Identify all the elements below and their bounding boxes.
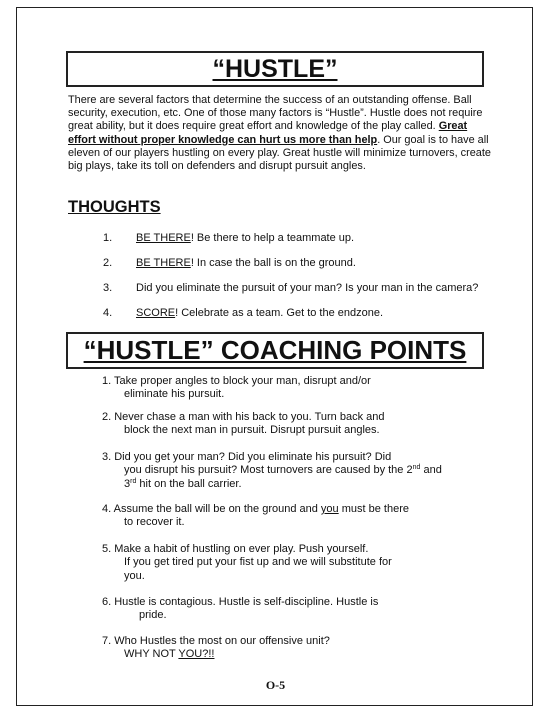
coaching-point-6 bbox=[102, 596, 492, 623]
intro-paragraph bbox=[68, 94, 498, 173]
coaching-point-line bbox=[102, 503, 492, 516]
coaching-point-line: 7. Who Hustles the most on our offensive unit? bbox=[102, 635, 330, 647]
coaching-point-emphasis: YOU?!! bbox=[178, 648, 215, 661]
coaching-point-line: 6. Hustle is contagious. Hustle is self-discipline. Hustle is bbox=[102, 596, 379, 608]
coaching-point-line: to recover it. bbox=[124, 516, 185, 529]
coaching-point-4 bbox=[102, 503, 492, 530]
coaching-point-line: pride. bbox=[139, 609, 167, 622]
thought-item bbox=[103, 257, 356, 269]
intro-text-1: There are several factors that determine the success of an outstanding offense. Ball security, execution, etc. One of those many factors is “Hustle”. Hustle does not require great ability, but it does require great effort and knowledge of the play called. bbox=[68, 94, 483, 133]
page-title: “HUSTLE” bbox=[66, 51, 484, 87]
thought-number: 1. bbox=[103, 232, 113, 244]
thought-text: ! Celebrate as a team. Get to the endzone. bbox=[175, 307, 384, 319]
superscript: rd bbox=[130, 477, 137, 485]
coaching-point-line bbox=[102, 478, 492, 491]
thought-number: 2. bbox=[103, 257, 113, 269]
coaching-point-2 bbox=[102, 411, 492, 438]
coaching-point-5 bbox=[102, 543, 492, 583]
thought-number: 4. bbox=[103, 307, 113, 319]
coaching-points-heading: “HUSTLE” COACHING POINTS bbox=[66, 332, 484, 369]
coaching-point-line: block the next man in pursuit. Disrupt pursuit angles. bbox=[124, 424, 380, 437]
coaching-point-line: If you get tired put your fist up and we will substitute for bbox=[124, 556, 392, 569]
thought-text: ! Be there to help a teammate up. bbox=[190, 232, 355, 244]
coaching-point-line: 5. Make a habit of hustling on ever play. Push yourself. bbox=[102, 543, 369, 555]
page-number: O-5 bbox=[265, 678, 286, 692]
coaching-point-text: and bbox=[420, 464, 442, 477]
thought-item bbox=[103, 282, 478, 294]
coaching-point-line: 3. Did you get your man? Did you eliminate his pursuit? Did bbox=[102, 451, 392, 463]
superscript: nd bbox=[412, 464, 421, 472]
coaching-point-1 bbox=[102, 375, 492, 402]
thought-lead: BE THERE bbox=[136, 257, 191, 269]
thought-lead: SCORE bbox=[136, 307, 176, 319]
coaching-point-line: eliminate his pursuit. bbox=[124, 388, 225, 401]
coaching-point-emphasis: you bbox=[320, 503, 339, 515]
thoughts-heading: THOUGHTS bbox=[68, 198, 161, 216]
thought-number: 3. bbox=[103, 282, 113, 294]
coaching-point-line: 1. Take proper angles to block your man, disrupt and/or bbox=[102, 375, 371, 387]
coaching-point-7 bbox=[102, 635, 492, 662]
coaching-point-line bbox=[102, 648, 492, 661]
coaching-point-text: must be there bbox=[338, 503, 409, 515]
coaching-point-text: 4. Assume the ball will be on the ground and bbox=[102, 503, 321, 515]
thought-item bbox=[103, 307, 383, 319]
coaching-point-line bbox=[102, 464, 492, 477]
intro-emphasis: Great effort without proper knowledge can hurt us more than help bbox=[68, 120, 468, 146]
coaching-point-text: WHY NOT bbox=[124, 648, 179, 661]
coaching-point-3 bbox=[102, 451, 492, 491]
coaching-point-text: you disrupt his pursuit? Most turnovers are caused by the 2 bbox=[124, 464, 413, 477]
coaching-point-text: hit on the ball carrier. bbox=[136, 477, 242, 490]
thought-lead: BE THERE bbox=[136, 232, 191, 244]
coaching-point-text: 3 bbox=[124, 477, 131, 490]
intro-text-2: . Our goal is to have all eleven of our players hustling on every play. Great hustle will minimize turnovers, create big plays, take its toll on defenders and disrupt pursuit angles. bbox=[68, 133, 491, 173]
thought-text: Did you eliminate the pursuit of your man? Is your man in the camera? bbox=[136, 282, 479, 294]
coaching-point-line: you. bbox=[124, 569, 145, 582]
coaching-point-line: 2. Never chase a man with his back to you. Turn back and bbox=[102, 411, 385, 423]
thought-text: ! In case the ball is on the ground. bbox=[190, 257, 356, 269]
thought-item bbox=[103, 232, 354, 244]
